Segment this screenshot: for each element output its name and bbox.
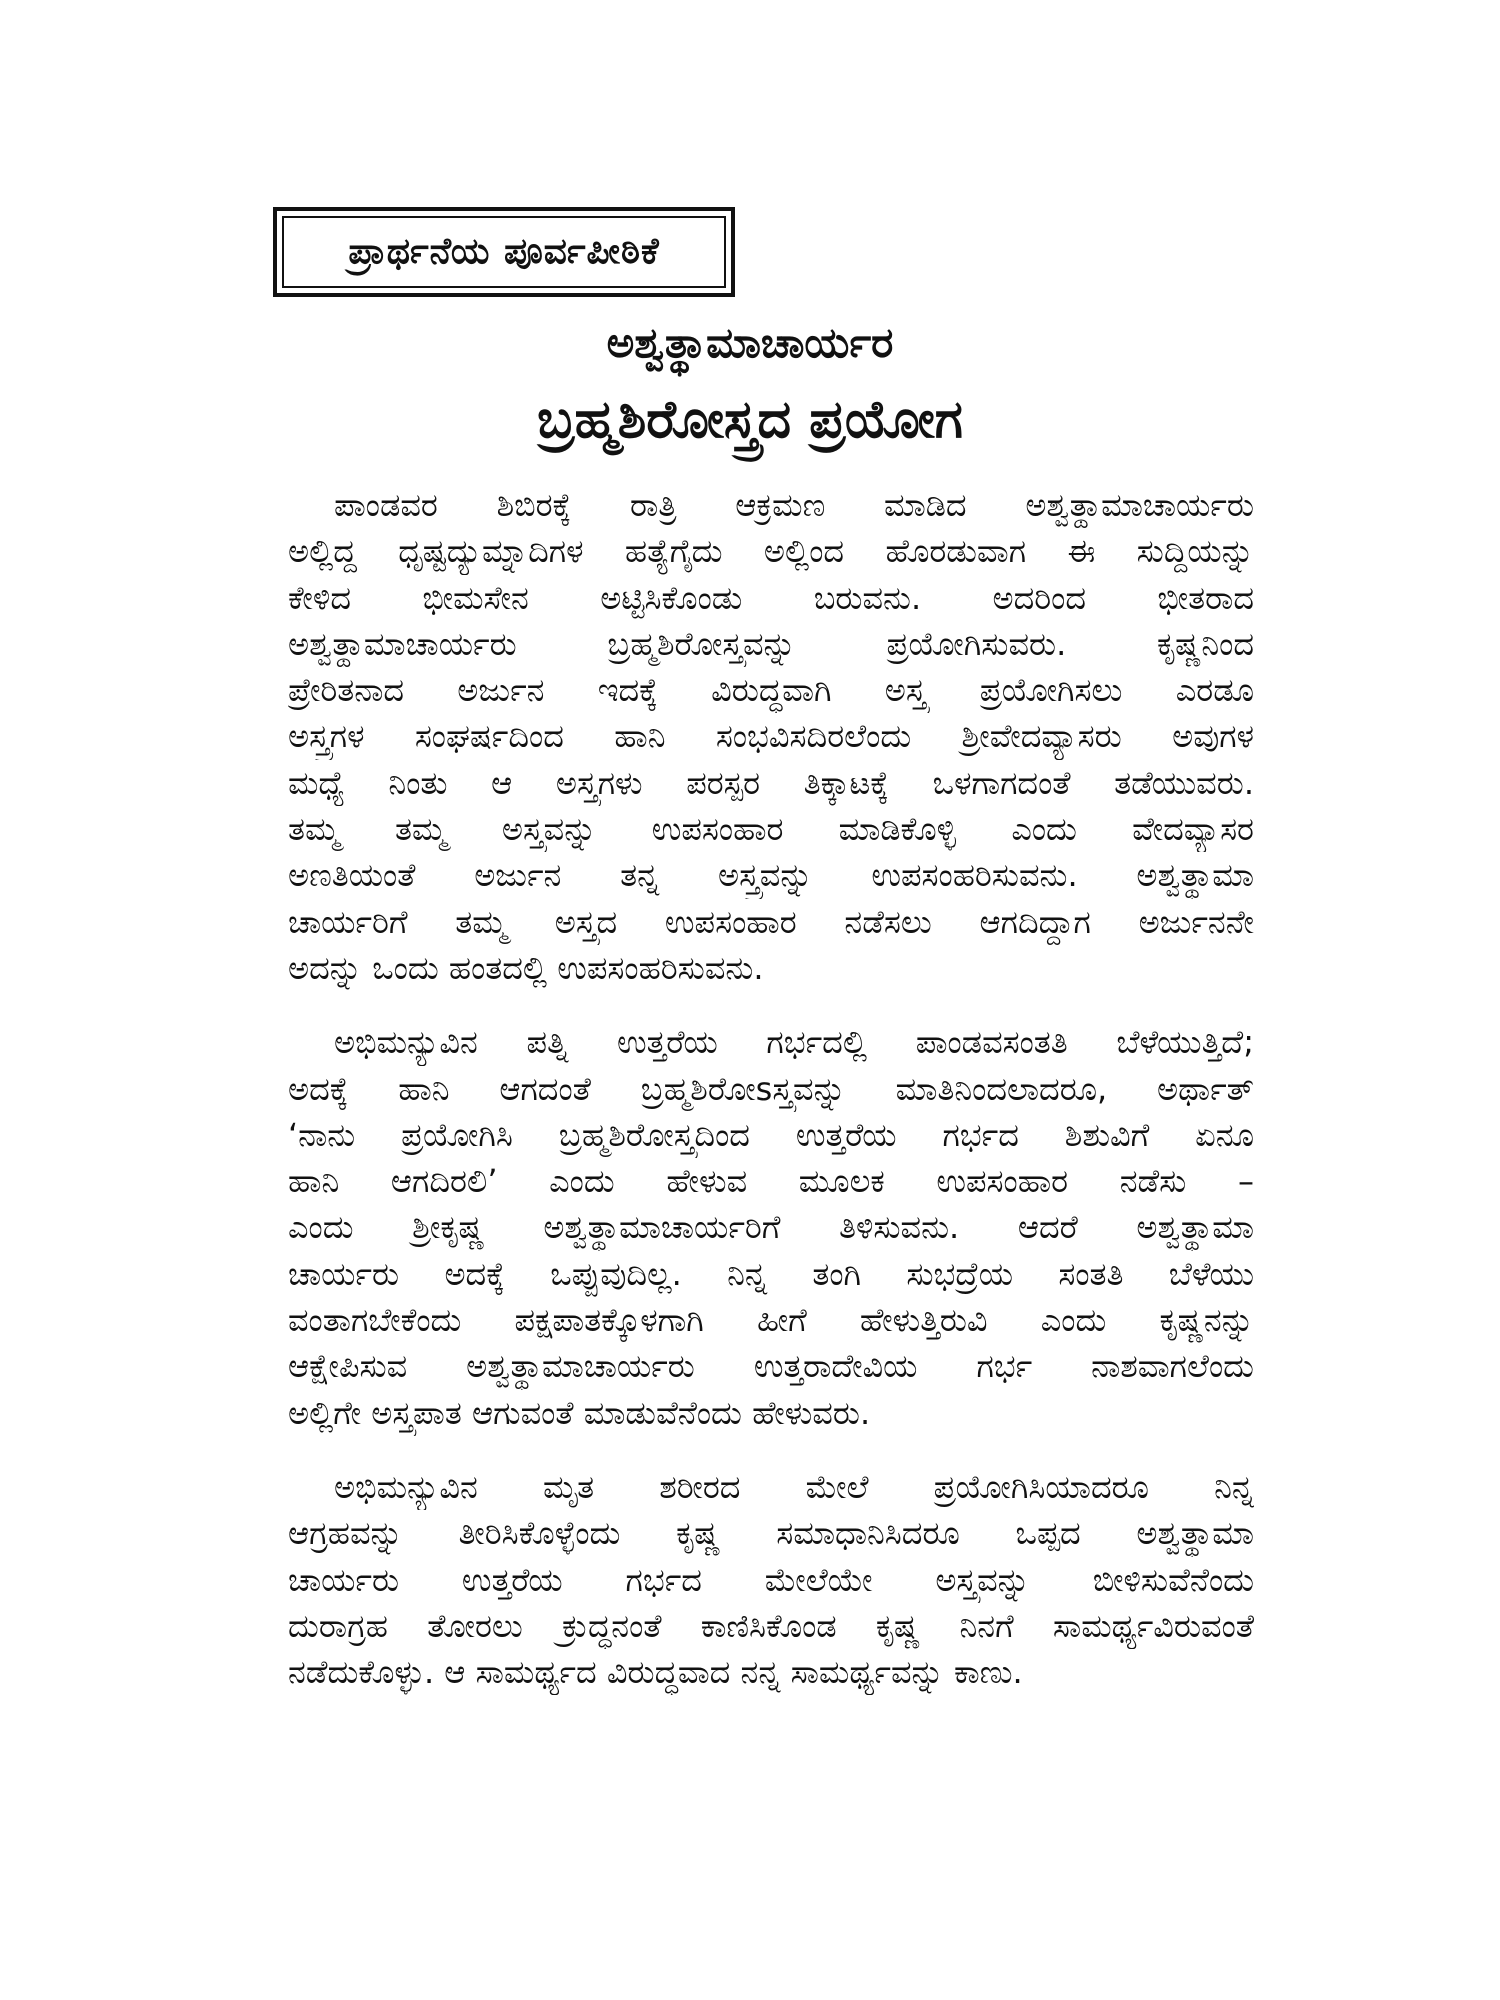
paragraph-2 — [288, 1019, 1254, 1436]
text-line: ಚಾರ್ಯರು ಅದಕ್ಕೆ ಒಪ್ಪುವುದಿಲ್ಲ. ನಿನ್ನ ತಂಗಿ ಸುಭದ್ರೆಯ ಸಂತತಿ ಬೆಳೆಯು — [288, 1254, 1254, 1293]
text-line: ಅದನ್ನು ಒಂದು ಹಂತದಲ್ಲಿ ಉಪಸಂಹರಿಸುವನು. — [288, 948, 764, 987]
text-line: ಆಗ್ರಹವನ್ನು ತೀರಿಸಿಕೊಳ್ಳೆಂದು ಕೃಷ್ಣ ಸಮಾಧಾನಿಸಿದರೂ ಒಪ್ಪದ ಅಶ್ವತ್ಥಾಮಾ — [288, 1514, 1254, 1553]
section-label: ಪ್ರಾರ್ಥನೆಯ ಪೂರ್ವಪೀಠಿಕೆ — [348, 231, 660, 272]
text-line: ಮಧ್ಯೆ ನಿಂತು ಆ ಅಸ್ತ್ರಗಳು ಪರಸ್ಪರ ತಿಕ್ಕಾಟಕ್ಕೆ ಒಳಗಾಗದಂತೆ ತಡೆಯುವರು. — [288, 763, 1254, 802]
title-line-1: ಅಶ್ವತ್ಥಾಮಾಚಾರ್ಯರ — [606, 318, 894, 367]
text-line: ಅಭಿಮನ್ಯುವಿನ ಪತ್ನಿ ಉತ್ತರೆಯ ಗರ್ಭದಲ್ಲಿ ಪಾಂಡವಸಂತತಿ ಬೆಳೆಯುತ್ತಿದೆ; — [334, 1023, 1254, 1062]
text-line: ಎಂದು ಶ್ರೀಕೃಷ್ಣ ಅಶ್ವತ್ಥಾಮಾಚಾರ್ಯರಿಗೆ ತಿಳಿಸುವನು. ಆದರೆ ಅಶ್ವತ್ಥಾಮಾ — [288, 1208, 1254, 1247]
text-line: ಕೇಳಿದ ಭೀಮಸೇನ ಅಟ್ಟಿಸಿಕೊಂಡು ಬರುವನು. ಅದರಿಂದ ಭೀತರಾದ — [288, 578, 1254, 617]
paragraph-3 — [288, 1464, 1254, 1695]
text-line: ಚಾರ್ಯರು ಉತ್ತರೆಯ ಗರ್ಭದ ಮೇಲೆಯೇ ಅಸ್ತ್ರವನ್ನು ಬೀಳಿಸುವೆನೆಂದು — [288, 1560, 1254, 1599]
text-line: ‘ನಾನು ಪ್ರಯೋಗಿಸಿ ಬ್ರಹ್ಮಶಿರೋಸ್ತ್ರದಿಂದ ಉತ್ತರೆಯ ಗರ್ಭದ ಶಿಶುವಿಗೆ ಏನೂ — [288, 1115, 1254, 1154]
text-line: ಅಶ್ವತ್ಥಾಮಾಚಾರ್ಯರು ಬ್ರಹ್ಮಶಿರೋಸ್ತ್ರವನ್ನು ಪ್ರಯೋಗಿಸುವರು. ಕೃಷ್ಣನಿಂದ — [288, 624, 1254, 663]
text-line: ನಡೆದುಕೊಳ್ಳು. ಆ ಸಾಮರ್ಥ್ಯದ ವಿರುದ್ಧವಾದ ನನ್ನ ಸಾಮರ್ಥ್ಯವನ್ನು ಕಾಣು. — [288, 1653, 1023, 1692]
text-line: ಅಸ್ತ್ರಗಳ ಸಂಘರ್ಷದಿಂದ ಹಾನಿ ಸಂಭವಿಸದಿರಲೆಂದು ಶ್ರೀವೇದವ್ಯಾಸರು ಅವುಗಳ — [288, 717, 1254, 756]
text-line: ವಂತಾಗಬೇಕೆಂದು ಪಕ್ಷಪಾತಕ್ಕೊಳಗಾಗಿ ಹೀಗೆ ಹೇಳುತ್ತಿರುವಿ ಎಂದು ಕೃಷ್ಣನನ್ನು — [288, 1301, 1254, 1340]
text-line: ತಮ್ಮ ತಮ್ಮ ಅಸ್ತ್ರವನ್ನು ಉಪಸಂಹಾರ ಮಾಡಿಕೊಳ್ಳಿ ಎಂದು ವೇದವ್ಯಾಸರ — [288, 810, 1254, 849]
text-line: ಅದಕ್ಕೆ ಹಾನಿ ಆಗದಂತೆ ಬ್ರಹ್ಮಶಿರೋsಸ್ತ್ರವನ್ನು ಮಾತಿನಿಂದಲಾದರೂ, ಅರ್ಥಾತ್ — [288, 1069, 1254, 1108]
text-line: ಅಲ್ಲಿದ್ದ ಧೃಷ್ಟದ್ಯುಮ್ನಾದಿಗಳ ಹತ್ಯೆಗೈದು ಅಲ್ಲಿಂದ ಹೊರಡುವಾಗ ಈ ಸುದ್ದಿಯನ್ನು — [288, 532, 1254, 571]
text-line: ಪ್ರೇರಿತನಾದ ಅರ್ಜುನ ಇದಕ್ಕೆ ವಿರುದ್ಧವಾಗಿ ಅಸ್ತ್ರ ಪ್ರಯೋಗಿಸಲು ಎರಡೂ — [288, 671, 1254, 710]
text-line: ಪಾಂಡವರ ಶಿಬಿರಕ್ಕೆ ರಾತ್ರಿ ಆಕ್ರಮಣ ಮಾಡಿದ ಅಶ್ವತ್ಥಾಮಾಚಾರ್ಯರು — [334, 486, 1254, 524]
text-line: ಆಕ್ಷೇಪಿಸುವ ಅಶ್ವತ್ಥಾಮಾಚಾರ್ಯರು ಉತ್ತರಾದೇವಿಯ ಗರ್ಭ ನಾಶವಾಗಲೆಂದು — [288, 1347, 1254, 1386]
title-line-2: ಬ್ರಹ್ಮಶಿರೋಸ್ತ್ರದ ಪ್ರಯೋಗ — [537, 390, 963, 450]
text-line: ಚಾರ್ಯರಿಗೆ ತಮ್ಮ ಅಸ್ತ್ರದ ಉಪಸಂಹಾರ ನಡೆಸಲು ಆಗದಿದ್ದಾಗ ಅರ್ಜುನನೇ — [288, 902, 1254, 941]
paragraph-1 — [288, 482, 1254, 991]
section-label-box — [273, 207, 735, 297]
text-line: ಅಣತಿಯಂತೆ ಅರ್ಜುನ ತನ್ನ ಅಸ್ತ್ರವನ್ನು ಉಪಸಂಹರಿಸುವನು. ಅಶ್ವತ್ಥಾಮಾ — [288, 856, 1254, 895]
body-text — [288, 482, 1254, 1695]
text-line: ಹಾನಿ ಆಗದಿರಲಿ’ ಎಂದು ಹೇಳುವ ಮೂಲಕ ಉಪಸಂಹಾರ ನಡೆಸು – — [288, 1162, 1254, 1201]
text-line: ಅಲ್ಲಿಗೇ ಅಸ್ತ್ರಪಾತ ಆಗುವಂತೆ ಮಾಡುವೆನೆಂದು ಹೇಳುವರು. — [288, 1393, 871, 1432]
text-line: ಅಭಿಮನ್ಯುವಿನ ಮೃತ ಶರೀರದ ಮೇಲೆ ಪ್ರಯೋಗಿಸಿಯಾದರೂ ನಿನ್ನ — [334, 1467, 1254, 1506]
text-line: ದುರಾಗ್ರಹ ತೋರಲು ಕ್ರುದ್ಧನಂತೆ ಕಾಣಿಸಿಕೊಂಡ ಕೃಷ್ಣ ನಿನಗೆ ಸಾಮರ್ಥ್ಯವಿರುವಂತೆ — [288, 1606, 1254, 1645]
